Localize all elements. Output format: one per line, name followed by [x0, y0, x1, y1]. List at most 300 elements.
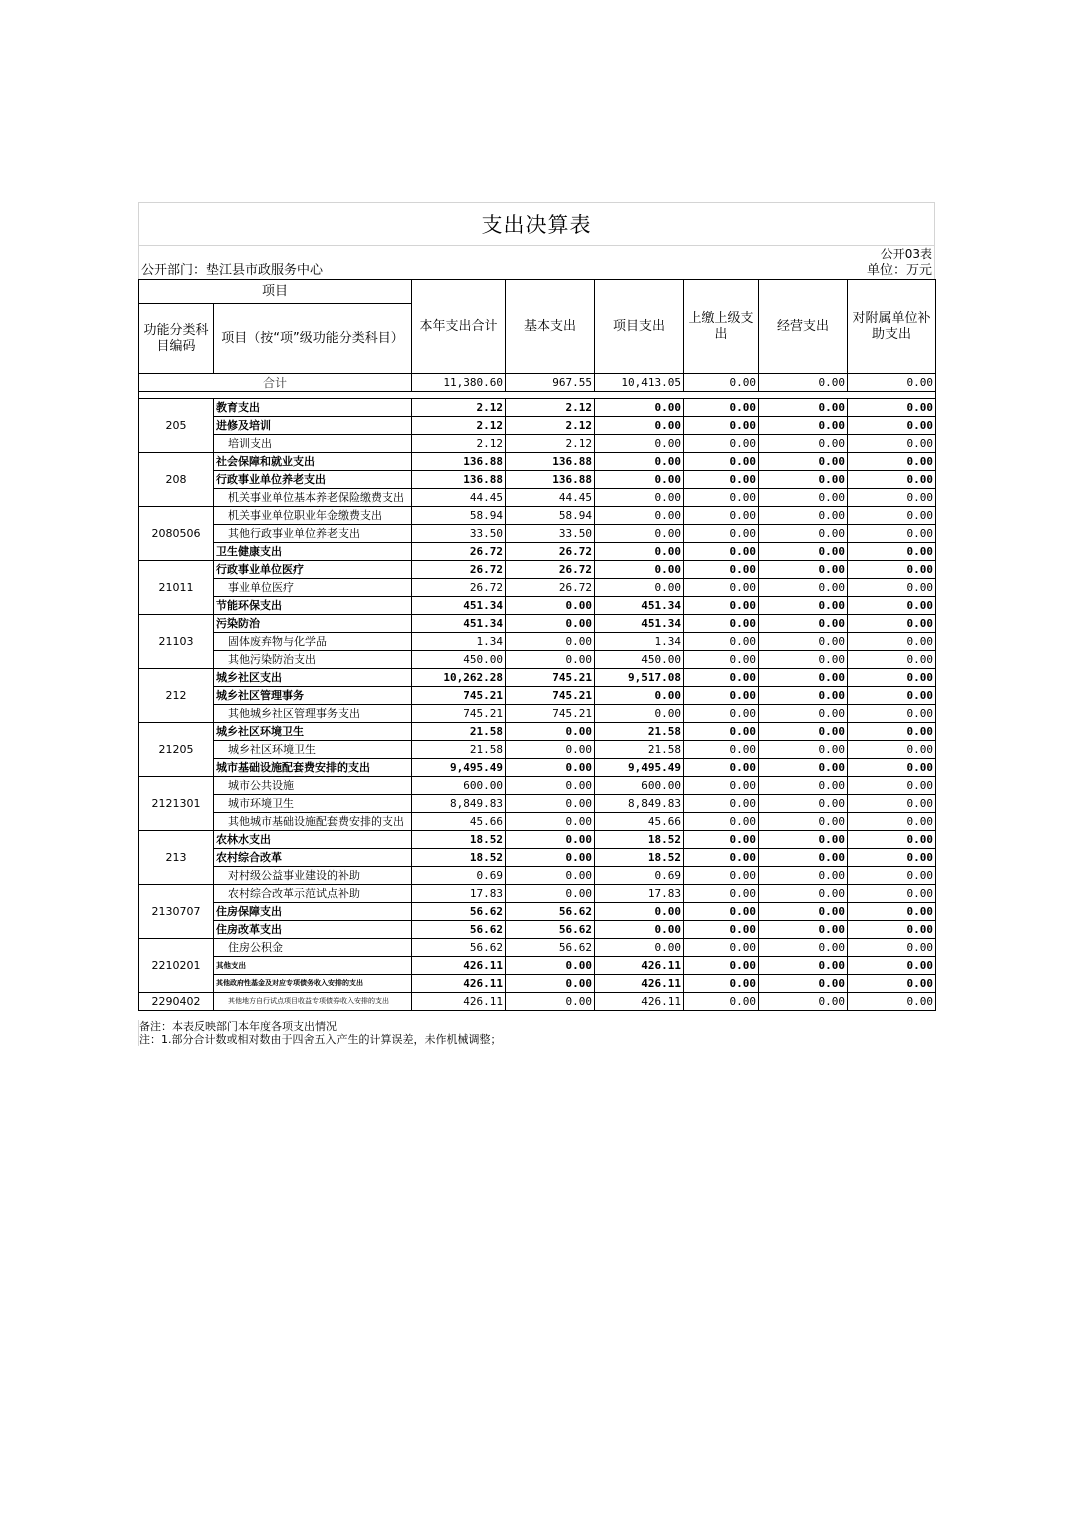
- amount-cell: 136.88: [506, 453, 595, 471]
- amount-cell: 451.34: [595, 597, 684, 615]
- header-total: 本年支出合计: [412, 280, 506, 374]
- amount-cell: 0.00: [848, 813, 936, 831]
- amount-cell: 18.52: [595, 831, 684, 849]
- table-row: [139, 597, 936, 615]
- expenditure-table: [138, 279, 936, 1011]
- function-code: 205: [139, 399, 214, 453]
- amount-cell: 0.00: [684, 471, 759, 489]
- amount-cell: 33.50: [506, 525, 595, 543]
- item-name: 其他城乡社区管理事务支出: [214, 705, 412, 723]
- amount-cell: 600.00: [595, 777, 684, 795]
- amount-cell: 56.62: [412, 921, 506, 939]
- note-line: 注：1.部分合计数或相对数由于四舍五入产生的计算误差，未作机械调整；: [138, 1033, 935, 1046]
- amount-cell: 0.00: [595, 921, 684, 939]
- function-code: 2130707: [139, 885, 214, 939]
- table-row: [139, 615, 936, 633]
- amount-cell: 0.00: [506, 597, 595, 615]
- amount-cell: 0.00: [684, 903, 759, 921]
- item-name: 农村综合改革: [214, 849, 412, 867]
- item-name: 城乡社区环境卫生: [214, 741, 412, 759]
- item-name: 城市基础设施配套费安排的支出: [214, 759, 412, 777]
- amount-cell: 0.00: [684, 795, 759, 813]
- table-row: [139, 399, 936, 417]
- amount-cell: 0.00: [506, 975, 595, 993]
- item-name: 固体废弃物与化学品: [214, 633, 412, 651]
- amount-cell: 450.00: [412, 651, 506, 669]
- amount-cell: 451.34: [412, 615, 506, 633]
- amount-cell: 0.00: [759, 813, 848, 831]
- amount-cell: 0.00: [759, 633, 848, 651]
- item-name: 污染防治: [214, 615, 412, 633]
- amount-cell: 0.00: [848, 777, 936, 795]
- amount-cell: 0.00: [848, 723, 936, 741]
- table-row: [139, 741, 936, 759]
- amount-cell: 18.52: [412, 831, 506, 849]
- amount-cell: 0.00: [684, 651, 759, 669]
- amount-cell: 0.00: [684, 741, 759, 759]
- header-subsidy: 对附属单位补助支出: [848, 280, 936, 374]
- amount-cell: 450.00: [595, 651, 684, 669]
- amount-cell: 0.00: [759, 867, 848, 885]
- table-row: [139, 579, 936, 597]
- table-row: [139, 759, 936, 777]
- amount-cell: 0.00: [595, 579, 684, 597]
- amount-cell: 0.00: [506, 831, 595, 849]
- amount-cell: 0.00: [684, 489, 759, 507]
- amount-cell: 0.00: [506, 633, 595, 651]
- table-row: [139, 687, 936, 705]
- amount-cell: 1.34: [595, 633, 684, 651]
- amount-cell: 0.00: [759, 525, 848, 543]
- amount-cell: 0.00: [848, 417, 936, 435]
- amount-cell: 0.00: [759, 831, 848, 849]
- amount-cell: 0.00: [759, 489, 848, 507]
- item-name: 城乡社区环境卫生: [214, 723, 412, 741]
- item-name: 教育支出: [214, 399, 412, 417]
- amount-cell: 0.00: [506, 813, 595, 831]
- function-code: 212: [139, 669, 214, 723]
- item-name: 城市公共设施: [214, 777, 412, 795]
- table-row: [139, 435, 936, 453]
- amount-cell: 0.00: [848, 543, 936, 561]
- amount-cell: 21.58: [595, 723, 684, 741]
- amount-cell: 0.00: [848, 795, 936, 813]
- amount-cell: 0.00: [684, 777, 759, 795]
- amount-cell: 0.00: [684, 435, 759, 453]
- amount-cell: 0.00: [759, 777, 848, 795]
- item-name: 城乡社区支出: [214, 669, 412, 687]
- amount-cell: 0.00: [506, 957, 595, 975]
- table-row: [139, 525, 936, 543]
- amount-cell: 8,849.83: [595, 795, 684, 813]
- amount-cell: 0.00: [684, 615, 759, 633]
- item-name: 住房公积金: [214, 939, 412, 957]
- amount-cell: 26.72: [412, 543, 506, 561]
- amount-cell: 0.00: [595, 543, 684, 561]
- amount-cell: 426.11: [412, 975, 506, 993]
- table-row: [139, 849, 936, 867]
- amount-cell: 0.00: [759, 435, 848, 453]
- amount-cell: 0.00: [684, 993, 759, 1011]
- amount-cell: 0.00: [595, 435, 684, 453]
- amount-cell: 0.00: [848, 651, 936, 669]
- amount-cell: 136.88: [412, 453, 506, 471]
- amount-cell: 0.00: [759, 453, 848, 471]
- item-name: 行政事业单位医疗: [214, 561, 412, 579]
- amount-cell: 0.00: [684, 831, 759, 849]
- amount-cell: 2.12: [412, 399, 506, 417]
- amount-cell: 0.00: [684, 705, 759, 723]
- item-name: 农林水支出: [214, 831, 412, 849]
- header-project: 项目: [139, 280, 412, 304]
- amount-cell: 0.00: [595, 417, 684, 435]
- amount-cell: 0.00: [595, 489, 684, 507]
- amount-cell: 2.12: [506, 435, 595, 453]
- item-name: 节能环保支出: [214, 597, 412, 615]
- amount-cell: 745.21: [506, 687, 595, 705]
- department-row: [138, 262, 935, 279]
- amount-cell: 0.00: [506, 867, 595, 885]
- amount-cell: 0.00: [759, 669, 848, 687]
- header-upper: 上缴上级支出: [684, 280, 759, 374]
- amount-cell: 0.00: [759, 507, 848, 525]
- amount-cell: 18.52: [595, 849, 684, 867]
- function-code: 208: [139, 453, 214, 507]
- amount-cell: 0.00: [848, 975, 936, 993]
- amount-cell: 0.00: [759, 543, 848, 561]
- table-body: [139, 399, 936, 1011]
- amount-cell: 18.52: [412, 849, 506, 867]
- amount-cell: 451.34: [412, 597, 506, 615]
- amount-cell: 0.00: [848, 561, 936, 579]
- amount-cell: 26.72: [412, 561, 506, 579]
- function-code: 21103: [139, 615, 214, 669]
- amount-cell: 0.00: [684, 453, 759, 471]
- amount-cell: 0.00: [506, 777, 595, 795]
- amount-cell: 26.72: [506, 579, 595, 597]
- amount-cell: 0.00: [759, 417, 848, 435]
- total-value: 11,380.60: [412, 374, 506, 392]
- department-label: 公开部门：垫江县市政服务中心: [141, 263, 324, 278]
- amount-cell: 0.00: [759, 903, 848, 921]
- amount-cell: 21.58: [412, 741, 506, 759]
- amount-cell: 0.00: [848, 759, 936, 777]
- amount-cell: 56.62: [412, 939, 506, 957]
- table-row: [139, 957, 936, 975]
- amount-cell: 56.62: [506, 921, 595, 939]
- header-name: 项目（按“项”级功能分类科目）: [214, 304, 412, 374]
- total-row: [139, 374, 936, 392]
- amount-cell: 0.00: [684, 885, 759, 903]
- amount-cell: 2.12: [412, 417, 506, 435]
- amount-cell: 0.00: [506, 723, 595, 741]
- amount-cell: 10,262.28: [412, 669, 506, 687]
- amount-cell: 1.34: [412, 633, 506, 651]
- amount-cell: 0.00: [848, 849, 936, 867]
- amount-cell: 0.00: [684, 849, 759, 867]
- amount-cell: 0.00: [759, 561, 848, 579]
- table-row: [139, 507, 936, 525]
- function-code: 2121301: [139, 777, 214, 831]
- amount-cell: 0.00: [506, 849, 595, 867]
- function-code: 21205: [139, 723, 214, 777]
- amount-cell: 0.00: [684, 813, 759, 831]
- function-code: 213: [139, 831, 214, 885]
- amount-cell: 0.00: [848, 903, 936, 921]
- amount-cell: 8,849.83: [412, 795, 506, 813]
- amount-cell: 0.00: [848, 489, 936, 507]
- amount-cell: 45.66: [412, 813, 506, 831]
- amount-cell: 0.00: [684, 669, 759, 687]
- note-line: 备注：本表反映部门本年度各项支出情况: [138, 1020, 935, 1033]
- amount-cell: 0.00: [759, 849, 848, 867]
- amount-cell: 0.00: [595, 561, 684, 579]
- amount-cell: 56.62: [506, 939, 595, 957]
- table-row: [139, 561, 936, 579]
- amount-cell: 0.00: [506, 795, 595, 813]
- item-name: 进修及培训: [214, 417, 412, 435]
- table-row: [139, 453, 936, 471]
- amount-cell: 0.00: [684, 561, 759, 579]
- table-row: [139, 471, 936, 489]
- amount-cell: 0.00: [684, 867, 759, 885]
- amount-cell: 0.00: [848, 525, 936, 543]
- amount-cell: 0.00: [684, 579, 759, 597]
- amount-cell: 0.00: [684, 759, 759, 777]
- table-row: [139, 867, 936, 885]
- item-name: 培训支出: [214, 435, 412, 453]
- amount-cell: 136.88: [506, 471, 595, 489]
- function-code: 2210201: [139, 939, 214, 993]
- amount-cell: 0.00: [684, 507, 759, 525]
- amount-cell: 0.00: [848, 597, 936, 615]
- item-name: 卫生健康支出: [214, 543, 412, 561]
- amount-cell: 0.69: [412, 867, 506, 885]
- amount-cell: 0.00: [848, 831, 936, 849]
- amount-cell: 0.00: [848, 507, 936, 525]
- amount-cell: 0.00: [848, 705, 936, 723]
- amount-cell: 0.00: [759, 597, 848, 615]
- total-value: 10,413.05: [595, 374, 684, 392]
- item-name: 其他地方自行试点项目收益专项债券收入安排的支出: [214, 993, 412, 1011]
- amount-cell: 56.62: [412, 903, 506, 921]
- amount-cell: 0.00: [848, 687, 936, 705]
- header-project-expense: 项目支出: [595, 280, 684, 374]
- amount-cell: 0.00: [759, 795, 848, 813]
- total-value: 0.00: [848, 374, 936, 392]
- amount-cell: 136.88: [412, 471, 506, 489]
- table-row: [139, 795, 936, 813]
- unit-label: 单位：万元: [866, 263, 932, 278]
- item-name: 其他政府性基金及对应专项债务收入安排的支出: [214, 975, 412, 993]
- amount-cell: 0.00: [848, 399, 936, 417]
- table-row: [139, 633, 936, 651]
- item-name: 农村综合改革示范试点补助: [214, 885, 412, 903]
- amount-cell: 0.00: [848, 921, 936, 939]
- amount-cell: 0.00: [506, 651, 595, 669]
- amount-cell: 26.72: [506, 561, 595, 579]
- item-name: 其他行政事业单位养老支出: [214, 525, 412, 543]
- amount-cell: 0.00: [595, 507, 684, 525]
- item-name: 行政事业单位养老支出: [214, 471, 412, 489]
- amount-cell: 0.69: [595, 867, 684, 885]
- page-title: 支出决算表: [138, 202, 935, 245]
- amount-cell: 0.00: [759, 471, 848, 489]
- amount-cell: 0.00: [595, 687, 684, 705]
- item-name: 其他污染防治支出: [214, 651, 412, 669]
- amount-cell: 745.21: [412, 705, 506, 723]
- amount-cell: 426.11: [595, 957, 684, 975]
- amount-cell: 2.12: [412, 435, 506, 453]
- amount-cell: 426.11: [595, 993, 684, 1011]
- table-row: [139, 885, 936, 903]
- amount-cell: 0.00: [759, 993, 848, 1011]
- amount-cell: 0.00: [684, 417, 759, 435]
- amount-cell: 0.00: [759, 687, 848, 705]
- item-name: 其他城市基础设施配套费安排的支出: [214, 813, 412, 831]
- table-row: [139, 777, 936, 795]
- amount-cell: 0.00: [595, 471, 684, 489]
- amount-cell: 2.12: [506, 399, 595, 417]
- table-row: [139, 939, 936, 957]
- amount-cell: 0.00: [506, 615, 595, 633]
- total-value: 0.00: [759, 374, 848, 392]
- amount-cell: 0.00: [684, 957, 759, 975]
- amount-cell: 426.11: [412, 957, 506, 975]
- item-name: 事业单位医疗: [214, 579, 412, 597]
- amount-cell: 0.00: [759, 705, 848, 723]
- table-row: [139, 489, 936, 507]
- amount-cell: 33.50: [412, 525, 506, 543]
- amount-cell: 0.00: [759, 723, 848, 741]
- amount-cell: 0.00: [595, 399, 684, 417]
- amount-cell: 2.12: [506, 417, 595, 435]
- amount-cell: 58.94: [506, 507, 595, 525]
- header-code: 功能分类科目编码: [139, 304, 214, 374]
- amount-cell: 0.00: [759, 957, 848, 975]
- amount-cell: 26.72: [506, 543, 595, 561]
- amount-cell: 0.00: [506, 885, 595, 903]
- amount-cell: 0.00: [595, 705, 684, 723]
- amount-cell: 0.00: [759, 975, 848, 993]
- amount-cell: 45.66: [595, 813, 684, 831]
- amount-cell: 745.21: [506, 705, 595, 723]
- table-row: [139, 705, 936, 723]
- amount-cell: 0.00: [506, 759, 595, 777]
- amount-cell: 0.00: [759, 885, 848, 903]
- amount-cell: 17.83: [412, 885, 506, 903]
- table-row: [139, 669, 936, 687]
- amount-cell: 56.62: [506, 903, 595, 921]
- amount-cell: 0.00: [848, 867, 936, 885]
- amount-cell: 0.00: [684, 525, 759, 543]
- amount-cell: 0.00: [506, 741, 595, 759]
- amount-cell: 26.72: [412, 579, 506, 597]
- amount-cell: 9,495.49: [595, 759, 684, 777]
- amount-cell: 0.00: [848, 579, 936, 597]
- amount-cell: 0.00: [848, 957, 936, 975]
- amount-cell: 0.00: [684, 597, 759, 615]
- amount-cell: 0.00: [759, 759, 848, 777]
- total-label: 合计: [139, 374, 412, 392]
- amount-cell: 745.21: [412, 687, 506, 705]
- amount-cell: 21.58: [412, 723, 506, 741]
- expenditure-sheet: [138, 202, 935, 1046]
- amount-cell: 0.00: [595, 453, 684, 471]
- amount-cell: 21.58: [595, 741, 684, 759]
- amount-cell: 0.00: [684, 723, 759, 741]
- amount-cell: 0.00: [595, 903, 684, 921]
- amount-cell: 44.45: [506, 489, 595, 507]
- table-row: [139, 975, 936, 993]
- amount-cell: 0.00: [759, 921, 848, 939]
- function-code: 21011: [139, 561, 214, 615]
- amount-cell: 0.00: [848, 993, 936, 1011]
- amount-cell: 0.00: [759, 615, 848, 633]
- amount-cell: 0.00: [848, 669, 936, 687]
- amount-cell: 0.00: [759, 651, 848, 669]
- table-row: [139, 831, 936, 849]
- header-business: 经营支出: [759, 280, 848, 374]
- function-code: 2080506: [139, 507, 214, 561]
- total-value: 0.00: [684, 374, 759, 392]
- amount-cell: 0.00: [848, 471, 936, 489]
- table-code-row: [138, 245, 935, 262]
- amount-cell: 44.45: [412, 489, 506, 507]
- table-row: [139, 993, 936, 1011]
- item-name: 其他支出: [214, 957, 412, 975]
- amount-cell: 0.00: [848, 939, 936, 957]
- amount-cell: 0.00: [759, 399, 848, 417]
- amount-cell: 0.00: [684, 633, 759, 651]
- notes: [138, 1020, 935, 1046]
- table-row: [139, 813, 936, 831]
- amount-cell: 0.00: [759, 939, 848, 957]
- amount-cell: 0.00: [684, 399, 759, 417]
- amount-cell: 0.00: [506, 993, 595, 1011]
- amount-cell: 0.00: [684, 975, 759, 993]
- table-row: [139, 651, 936, 669]
- amount-cell: 58.94: [412, 507, 506, 525]
- amount-cell: 0.00: [848, 885, 936, 903]
- item-name: 住房保障支出: [214, 903, 412, 921]
- amount-cell: 600.00: [412, 777, 506, 795]
- function-code: 2290402: [139, 993, 214, 1011]
- table-row: [139, 417, 936, 435]
- table-row: [139, 543, 936, 561]
- item-name: 住房改革支出: [214, 921, 412, 939]
- table-row: [139, 921, 936, 939]
- table-row: [139, 723, 936, 741]
- amount-cell: 0.00: [848, 435, 936, 453]
- item-name: 机关事业单位基本养老保险缴费支出: [214, 489, 412, 507]
- amount-cell: 0.00: [848, 453, 936, 471]
- amount-cell: 0.00: [848, 615, 936, 633]
- amount-cell: 0.00: [684, 921, 759, 939]
- item-name: 城市环境卫生: [214, 795, 412, 813]
- amount-cell: 0.00: [848, 741, 936, 759]
- amount-cell: 17.83: [595, 885, 684, 903]
- amount-cell: 0.00: [759, 741, 848, 759]
- item-name: 城乡社区管理事务: [214, 687, 412, 705]
- table-code: 公开03表: [880, 247, 932, 261]
- amount-cell: 0.00: [595, 939, 684, 957]
- total-value: 967.55: [506, 374, 595, 392]
- item-name: 社会保障和就业支出: [214, 453, 412, 471]
- header-basic: 基本支出: [506, 280, 595, 374]
- amount-cell: 0.00: [684, 687, 759, 705]
- amount-cell: 426.11: [412, 993, 506, 1011]
